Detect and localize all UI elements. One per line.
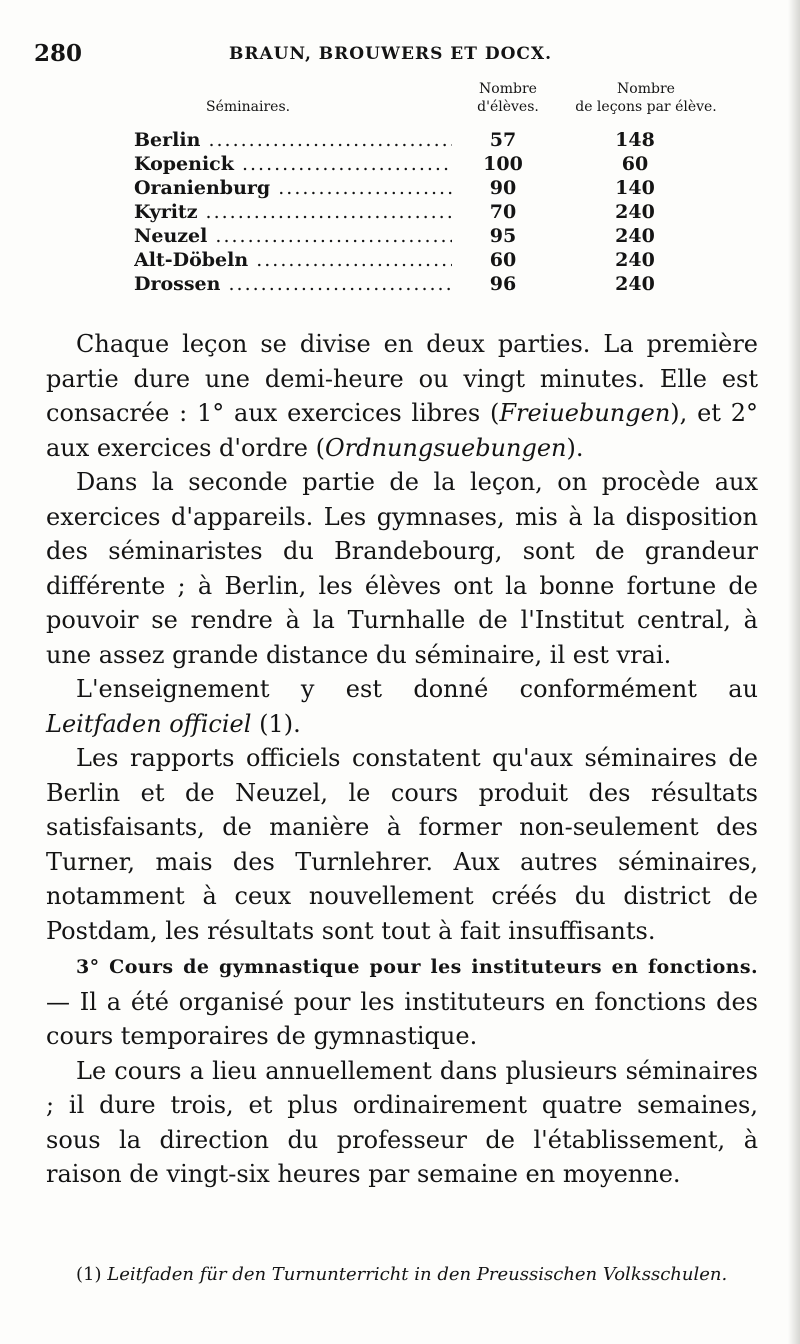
p1-term-freiuebungen: Freiuebungen (499, 399, 671, 427)
table-row (0, 272, 800, 296)
column-header-seminaires: Séminaires. (206, 99, 291, 115)
row-seminaire: Kyritz ..... (134, 200, 452, 224)
p3-text-c: (1). (251, 709, 301, 738)
column-header-lecons-line1: Nombre (617, 81, 675, 97)
table-row (0, 224, 800, 248)
section-heading: 3° Cours de gymnastique pour les instituteurs en fonctions. (76, 956, 758, 978)
p3-text-a: L'enseignement y est donné conformément au (76, 675, 758, 703)
table-row (0, 176, 800, 200)
p1-text-a: Chaque leçon se divise en deux parties. La première partie dure une demi-heure ou vingt minutes. Elle est consacrée : 1° aux exercices libres ( (46, 330, 758, 427)
row-lecons: 240 (615, 225, 655, 247)
row-eleves: 96 (489, 273, 517, 295)
paragraph-seconde-partie: Dans la seconde partie de la leçon, on procède aux exercices d'appareils. Les gymnases, mis à la disposition des séminaristes du Brandebourg, sont de grandeur différente ; à Berlin, les élèves ont la bonne fortune de pouvoir se rendre à la Turnhalle de l'Institut central, à une assez grande distance du séminaire, il est vrai. (46, 468, 758, 669)
row-eleves: 57 (489, 129, 517, 151)
column-header-lecons-line2: de leçons par élève. (575, 99, 717, 115)
table-header (0, 80, 800, 124)
row-eleves: 70 (489, 201, 517, 223)
row-seminaire: Kopenick ..... (134, 152, 452, 176)
row-seminaire: Berlin ..... (134, 128, 452, 152)
table-row (0, 248, 800, 272)
paragraph-enseignement (46, 672, 758, 741)
row-lecons: 240 (615, 249, 655, 271)
row-eleves: 100 (483, 153, 523, 175)
table-row (0, 152, 800, 176)
body-text (46, 327, 758, 1192)
p5-text: — Il a été organisé pour les instituteurs en fonctions des cours temporaires de gymnastique. (46, 987, 758, 1050)
row-seminaire: Alt-Döbeln ..... (134, 248, 452, 272)
page-number: 280 (34, 40, 83, 67)
row-lecons: 148 (615, 129, 655, 151)
column-header-lecons (566, 80, 726, 116)
row-lecons: 240 (615, 201, 655, 223)
row-eleves: 90 (489, 177, 517, 199)
footnote-text: Leitfaden für den Turnunterricht in den Preussischen Volksschulen. (107, 1264, 728, 1285)
p1-term-ordnungsuebungen: Ordnungsuebungen (324, 433, 567, 462)
row-lecons: 140 (615, 177, 655, 199)
seminaires-table (0, 128, 800, 296)
running-title: BRAUN, BROUWERS ET DOCX. (229, 44, 553, 64)
paragraph-rapports-officiels: Les rapports officiels constatent qu'aux séminaires de Berlin et de Neuzel, le cours produit des résultats satisfaisants, de manière à former non-seulement des Turner, mais des Turnlehrer. Aux autres séminaires, notamment à ceux nouvellement créés du district de Postdam, les résultats sont tout à fait insuffisants. (46, 744, 758, 945)
column-header-eleves-line1: Nombre (479, 81, 537, 97)
row-eleves: 95 (489, 225, 517, 247)
table-row (0, 128, 800, 152)
row-seminaire: Drossen ..... (134, 272, 452, 296)
p1-text-c: ), et 2° aux exercices d'ordre ( (46, 399, 758, 462)
p3-term-leitfaden: Leitfaden officiel (46, 709, 252, 738)
row-seminaire: Neuzel ..... (134, 224, 452, 248)
column-header-eleves-line2: d'élèves. (477, 99, 539, 115)
paragraph-cours-annuel: Le cours a lieu annuellement dans plusieurs séminaires ; il dure trois, et plus ordinairement quatre semaines, sous la direction du professeur de l'établissement, à raison de vingt-six heures par semaine en moyenne. (46, 1056, 758, 1188)
paragraph-lecon-parties (46, 327, 758, 465)
paragraph-cours-instituteurs (46, 948, 758, 1054)
column-header-eleves (468, 80, 548, 116)
row-eleves: 60 (489, 249, 517, 271)
footnote (46, 1260, 758, 1290)
p1-text-e: ). (566, 433, 584, 462)
footnote-mark: (1) (76, 1264, 102, 1285)
running-head (34, 40, 754, 74)
row-seminaire: Oranienburg ..... (134, 176, 452, 200)
row-lecons: 240 (615, 273, 655, 295)
row-lecons: 60 (621, 153, 649, 175)
table-row (0, 200, 800, 224)
